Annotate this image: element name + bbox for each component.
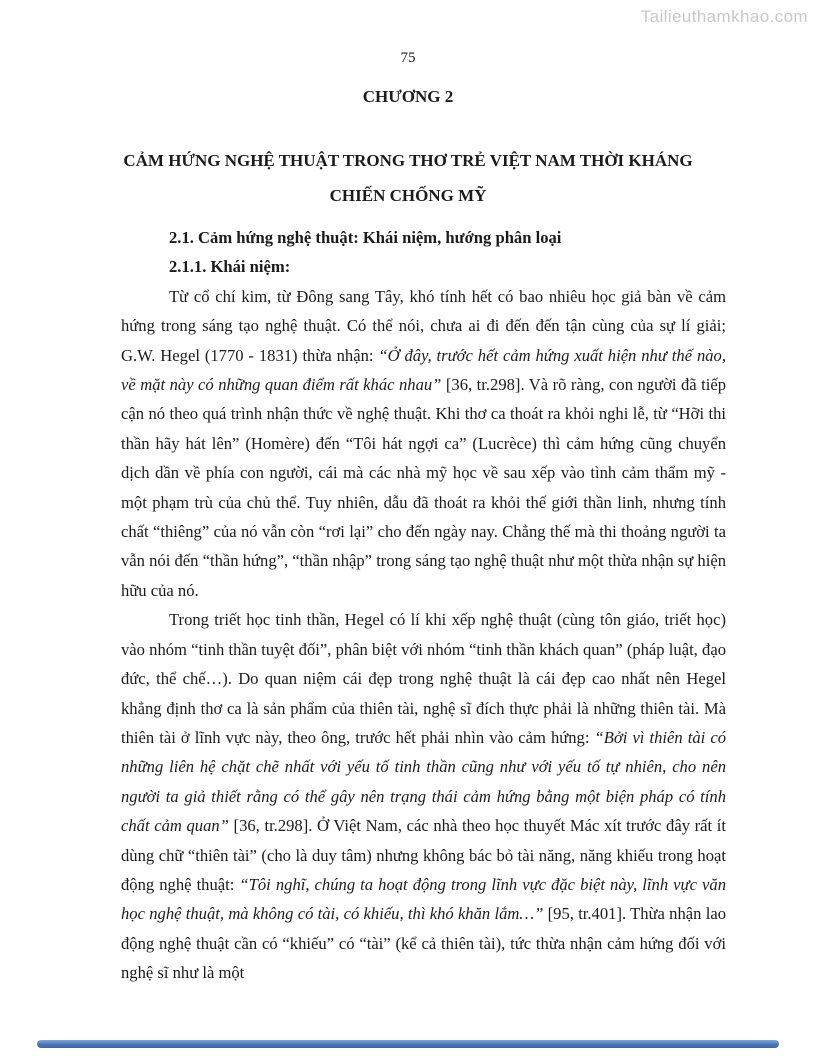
page-number: 75 (400, 50, 416, 66)
text-run: Từ cổ chí kim, từ Đông sang Tây, khó tính hết có bao nhiêu học giả bàn về cảm hứng trong sáng tạo nghệ thuật. Có thể nói, chưa ai đi đến đến tận cùng của sự lí giải; G.W. Hegel (1770 - 1831) thừa nhận: (121, 286, 726, 365)
watermark-text: Tailieuthamkhao.com (640, 7, 808, 26)
text-run: [95, tr.401]. Thừa nhận lao động nghệ thuật cần có “khiếu” có “tài” (kể cả thiên tài), tức thừa nhận cảm hứng đối với nghệ sĩ như là một (121, 904, 726, 983)
text-run: [36, tr.298]. Và rõ ràng, con người đã tiếp cận nó theo quá trình nhận thức về nghệ thuật. Khi thơ ca thoát ra khỏi nghi lễ, từ “Hỡi thi thần hãy hát lên” (Homère) đến “Tôi hát ngợi ca” (Lucrèce) thì cảm hứng cũng chuyển dịch dần về phía con người, cái mà các nhà mỹ học về sau xếp vào tình cảm thẩm mỹ - một phạm trù của chủ thể. Tuy nhiên, dẫu đã thoát ra khỏi thế giới thần linh, nhưng tính chất “thiêng” của nó vẫn còn “rơi lại” cho đến ngày nay. Chẳng thế mà thi thoảng người ta vẫn nói đến “thần hứng”, “thần nhập” trong sáng tạo nghệ thuật như một thừa nhận sự hiện hữu của nó. (121, 375, 726, 600)
section-heading: 2.1. Cảm hứng nghệ thuật: Khái niệm, hướng phân loại (169, 228, 562, 247)
chapter-title: CẢM HỨNG NGHỆ THUẬT TRONG THƠ TRẺ VIỆT NAM THỜI KHÁNG CHIẾN CHỐNG MỸ (123, 151, 693, 205)
bottom-scrollbar[interactable] (37, 1040, 779, 1048)
paragraph (121, 282, 726, 605)
paragraph (121, 605, 726, 987)
text-run: Trong triết học tinh thần, Hegel có lí khi xếp nghệ thuật (cùng tôn giáo, triết học) vào nhóm “tinh thần tuyệt đối”, phân biệt với nhóm “tinh thần khách quan” (pháp luật, đạo đức, thể chế…). Do quan niệm cái đẹp trong nghệ thuật là cái đẹp cao nhất nên Hegel khẳng định thơ ca là sản phẩm của thiên tài, nghệ sĩ đích thực phải là những thiên tài. Mà thiên tài ở lĩnh vực này, theo ông, trước hết phải nhìn vào cảm hứng: (121, 610, 726, 747)
chapter-label: CHƯƠNG 2 (362, 87, 454, 106)
text-run: [36, tr.298]. Ở Việt Nam, các nhà theo học thuyết Mác xít trước đây rất ít dùng chữ “thiên tài” (cho là duy tâm) nhưng không bác bỏ tài năng, năng khiếu trong hoạt động nghệ thuật: (121, 816, 727, 894)
body-content (121, 223, 726, 988)
quoted-citation-run: “Bởi vì thiên tài có những liên hệ chặt chẽ nhất với yếu tố tinh thần cũng như với yếu tố tự nhiên, cho nên người ta giả thiết rằng có thể gây nên trạng thái cảm hứng bằng một biện pháp có tính chất cảm quan” (121, 727, 727, 836)
quoted-citation-run: “Ở đây, trước hết cảm hứng xuất hiện như thế nào, về mặt này có những quan điểm rất khác nhau” (121, 345, 726, 395)
quoted-citation-run: “Tôi nghĩ, chúng ta hoạt động trong lĩnh vực đặc biệt này, lĩnh vực văn học nghệ thuật, mà không có tài, có khiếu, thì khó khăn lắm…” (121, 874, 726, 924)
subsection-heading: 2.1.1. Khái niệm: (169, 257, 291, 277)
